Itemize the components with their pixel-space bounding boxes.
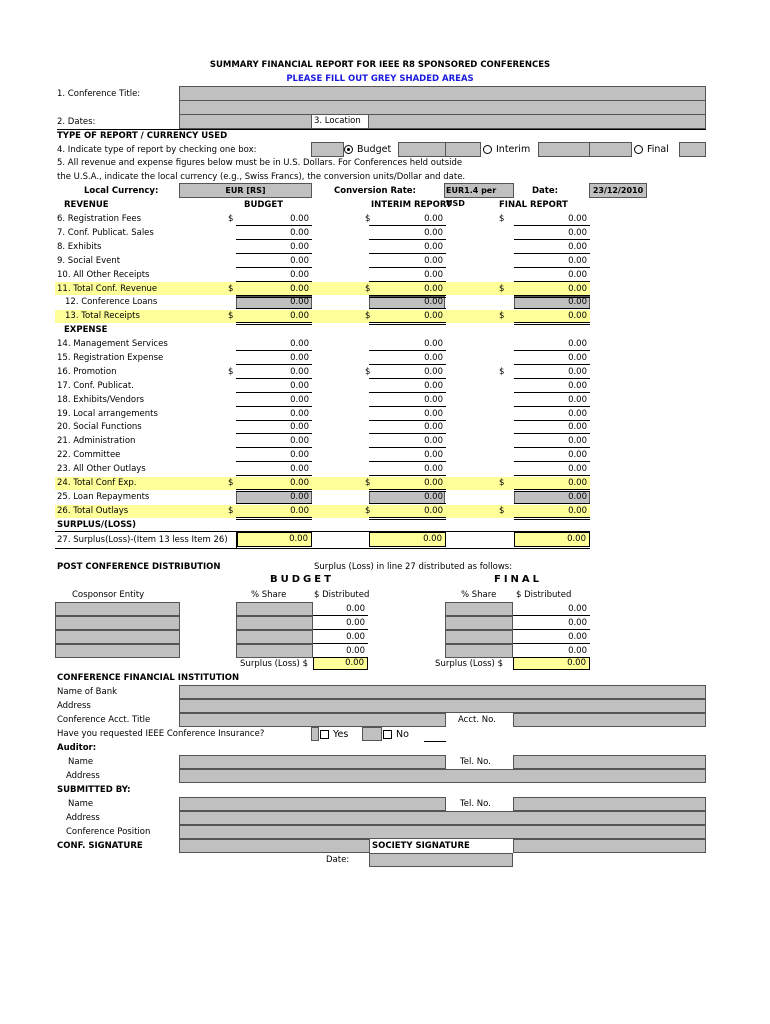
revenue-budget-value[interactable]: 0.00 xyxy=(290,214,309,224)
cell-underline xyxy=(369,253,446,254)
final-share-input[interactable] xyxy=(445,602,513,616)
expense-budget-value: 0.00 xyxy=(290,505,309,516)
expense-budget-value[interactable]: 0.00 xyxy=(290,394,309,405)
dollar-sign: $ xyxy=(365,505,371,516)
revenue-budget-value[interactable]: 0.00 xyxy=(290,269,309,280)
cell-underline xyxy=(236,461,312,462)
expense-interim-value: 0.00 xyxy=(424,478,443,488)
location-input[interactable] xyxy=(368,114,706,129)
submitted-heading: SUBMITTED BY: xyxy=(57,785,131,795)
report-type-cell xyxy=(589,142,632,157)
cell-underline xyxy=(236,433,312,434)
expense-row-label: 20. Social Functions xyxy=(57,422,142,433)
budget-share-input[interactable] xyxy=(236,644,313,658)
date-label: Date: xyxy=(532,186,559,196)
total-outlays-highlight xyxy=(55,505,590,518)
cosponsor-entity-input[interactable] xyxy=(55,616,180,630)
final-distributed-value: 0.00 xyxy=(568,618,587,628)
cell-underline xyxy=(369,267,446,268)
final-column-heading: FINAL REPORT xyxy=(499,200,568,210)
distribution-heading: POST CONFERENCE DISTRIBUTION xyxy=(57,562,221,572)
cell-underline xyxy=(513,643,590,644)
cell-underline xyxy=(514,308,590,309)
revenue-budget-value[interactable]: 0.00 xyxy=(290,255,309,266)
revenue-budget-value[interactable]: 0.00 xyxy=(290,227,309,238)
expense-interim-value[interactable]: 0.00 xyxy=(424,366,443,377)
budget-share-input[interactable] xyxy=(236,630,313,644)
expense-final-value[interactable]: 0.00 xyxy=(568,339,587,349)
expense-final-value[interactable]: 0.00 xyxy=(568,491,587,502)
revenue-final-value[interactable]: 0.00 xyxy=(568,241,587,252)
expense-final-value[interactable]: 0.00 xyxy=(568,394,587,405)
cell-underline xyxy=(369,447,446,448)
expense-final-value[interactable]: 0.00 xyxy=(568,450,587,461)
revenue-interim-value[interactable]: 0.00 xyxy=(424,269,443,280)
dollar-sign: $ xyxy=(228,366,234,377)
expense-final-value[interactable]: 0.00 xyxy=(568,422,587,433)
final-distributed-value: 0.00 xyxy=(568,604,587,614)
cell-underline xyxy=(313,629,368,630)
expense-interim-value[interactable]: 0.00 xyxy=(424,339,443,349)
expense-interim-value[interactable]: 0.00 xyxy=(424,380,443,391)
cell-underline xyxy=(514,364,590,365)
budget-distributed-label: $ Distributed xyxy=(314,590,370,600)
expense-budget-value[interactable]: 0.00 xyxy=(290,450,309,461)
surplus-label: 27. Surplus(Loss)-(Item 13 less Item 26) xyxy=(57,535,228,545)
final-distributed-value: 0.00 xyxy=(568,632,587,642)
surplus-final-value: 0.00 xyxy=(514,532,590,547)
distribution-note: Surplus (Loss) in line 27 distributed as follows: xyxy=(314,562,513,572)
final-share-input[interactable] xyxy=(445,616,513,630)
expense-budget-value[interactable]: 0.00 xyxy=(290,339,309,349)
dollar-sign: $ xyxy=(228,505,234,516)
cell-underline xyxy=(236,378,312,379)
cell-underline xyxy=(514,433,590,434)
signature-date-label: Date: xyxy=(326,855,350,865)
report-type-cell xyxy=(398,142,446,157)
report-type-cell xyxy=(311,142,344,157)
cell-underline xyxy=(236,475,312,476)
budget-radio-label: Budget xyxy=(357,144,392,155)
insurance-no-label: No xyxy=(396,729,409,740)
expense-interim-value: 0.00 xyxy=(424,505,443,516)
cell-underline xyxy=(369,364,446,365)
society-signature-label: SOCIETY SIGNATURE xyxy=(372,841,470,851)
revenue-interim-value[interactable]: 0.00 xyxy=(424,227,443,238)
currency-note-2: the U.S.A., indicate the local currency (e.g., Swiss Francs), the conversion units/Dollar and date. xyxy=(57,172,466,182)
double-underline xyxy=(369,322,446,325)
dollar-sign: $ xyxy=(228,478,234,488)
revenue-interim-value[interactable]: 0.00 xyxy=(424,255,443,266)
expense-budget-value[interactable]: 0.00 xyxy=(290,380,309,391)
expense-interim-value[interactable]: 0.00 xyxy=(424,394,443,405)
cell-underline xyxy=(236,503,312,504)
acct-no-input[interactable] xyxy=(513,713,706,727)
revenue-budget-value: 0.00 xyxy=(290,283,309,294)
society-signature-input[interactable] xyxy=(513,839,706,853)
cell-underline xyxy=(513,615,590,616)
dollar-sign: $ xyxy=(228,214,234,224)
cell-underline xyxy=(236,253,312,254)
cell-underline xyxy=(369,281,446,282)
cell-underline xyxy=(236,239,312,240)
cell-underline xyxy=(514,267,590,268)
expense-row-label: 16. Promotion xyxy=(57,366,117,377)
cosponsor-entity-input[interactable] xyxy=(55,630,180,644)
expense-budget-value[interactable]: 0.00 xyxy=(290,436,309,447)
budget-share-input[interactable] xyxy=(236,602,313,616)
cell-underline xyxy=(369,433,446,434)
double-underline xyxy=(236,517,312,520)
auditor-tel-label: Tel. No. xyxy=(460,757,491,767)
double-underline xyxy=(514,322,590,325)
dates-label: 2. Dates: xyxy=(57,117,96,127)
budget-distributed-value: 0.00 xyxy=(346,646,365,656)
final-share-input[interactable] xyxy=(445,630,513,644)
expense-budget-value[interactable]: 0.00 xyxy=(290,352,309,363)
expense-row-label: 24. Total Conf Exp. xyxy=(57,478,137,488)
cell-underline xyxy=(369,308,446,309)
cell-underline xyxy=(236,225,312,226)
expense-final-value[interactable]: 0.00 xyxy=(568,464,587,475)
local-currency-label: Local Currency: xyxy=(84,186,159,196)
expense-row-label: 18. Exhibits/Vendors xyxy=(57,394,145,405)
revenue-final-value[interactable]: 0.00 xyxy=(568,297,587,308)
cell-underline xyxy=(236,364,312,365)
expense-budget-value[interactable]: 0.00 xyxy=(290,366,309,377)
cell-underline xyxy=(369,475,446,476)
final-share-label: % Share xyxy=(461,590,497,600)
double-underline xyxy=(236,322,312,325)
submitter-name-input[interactable] xyxy=(179,797,446,811)
cell-underline xyxy=(369,420,446,421)
revenue-final-value: 0.00 xyxy=(568,283,587,294)
expense-row-label: 14. Management Services xyxy=(57,339,168,349)
revenue-budget-value[interactable]: 0.00 xyxy=(290,241,309,252)
cell-underline xyxy=(236,308,312,309)
insurance-question: Have you requested IEEE Conference Insurance? xyxy=(57,729,265,739)
expense-row-label: 22. Committee xyxy=(57,450,121,461)
submitter-tel-label: Tel. No. xyxy=(460,799,491,809)
budget-distribution-total: 0.00 xyxy=(313,657,368,670)
expense-final-value[interactable]: 0.00 xyxy=(568,436,587,447)
budget-total-label: Surplus (Loss) $ xyxy=(240,659,308,669)
divider xyxy=(424,741,446,742)
cell-underline xyxy=(369,378,446,379)
local-currency-input[interactable]: EUR [RS] xyxy=(179,183,312,198)
auditor-name-input[interactable] xyxy=(179,755,446,769)
expense-budget-value[interactable]: 0.00 xyxy=(290,491,309,502)
expense-interim-value[interactable]: 0.00 xyxy=(424,422,443,433)
bank-name-label: Name of Bank xyxy=(57,687,118,697)
revenue-interim-value[interactable]: 0.00 xyxy=(424,297,443,308)
revenue-row-label: 6. Registration Fees xyxy=(57,214,142,224)
dollar-sign: $ xyxy=(228,283,234,294)
cell-underline xyxy=(513,629,590,630)
budget-distributed-value: 0.00 xyxy=(346,618,365,628)
revenue-final-value: 0.00 xyxy=(568,311,587,322)
expense-budget-value[interactable]: 0.00 xyxy=(290,422,309,433)
cell-underline xyxy=(369,392,446,393)
revenue-budget-value: 0.00 xyxy=(290,311,309,322)
expense-budget-value[interactable]: 0.00 xyxy=(290,408,309,419)
dollar-sign: $ xyxy=(228,311,234,322)
conference-title-label: 1. Conference Title: xyxy=(57,89,141,99)
location-label: 3. Location xyxy=(314,116,361,126)
double-underline xyxy=(369,517,446,520)
expense-row-label: 25. Loan Repayments xyxy=(57,491,150,502)
revenue-interim-value[interactable]: 0.00 xyxy=(424,214,443,224)
revenue-row-label: 10. All Other Receipts xyxy=(57,269,150,280)
final-radio-label: Final xyxy=(647,144,669,155)
insurance-cell xyxy=(311,727,319,741)
cosponsor-entity-input[interactable] xyxy=(55,602,180,616)
signature-date-input[interactable] xyxy=(369,853,513,867)
currency-note-1: 5. All revenue and expense figures below must be in U.S. Dollars. For Conferences held outside xyxy=(57,158,463,168)
double-underline xyxy=(514,517,590,520)
acct-title-input[interactable] xyxy=(179,713,446,727)
expense-final-value: 0.00 xyxy=(568,478,587,488)
auditor-address-input[interactable] xyxy=(179,769,706,783)
acct-title-label: Conference Acct. Title xyxy=(57,715,151,725)
cell-underline xyxy=(369,406,446,407)
dollar-sign: $ xyxy=(499,311,505,322)
expense-interim-value[interactable]: 0.00 xyxy=(424,408,443,419)
revenue-interim-value: 0.00 xyxy=(424,283,443,294)
budget-distributed-value: 0.00 xyxy=(346,632,365,642)
expense-row-label: 15. Registration Expense xyxy=(57,352,164,363)
dollar-sign: $ xyxy=(365,283,371,294)
revenue-row-label: 11. Total Conf. Revenue xyxy=(57,283,158,294)
submitter-address-label: Address xyxy=(66,813,100,823)
report-type-heading: TYPE OF REPORT / CURRENCY USED xyxy=(57,131,228,141)
conference-title-input[interactable] xyxy=(179,86,706,101)
cell-underline xyxy=(514,281,590,282)
distribution-budget-heading: BUDGET xyxy=(270,574,334,585)
cell-underline xyxy=(236,350,312,351)
revenue-row-label: 12. Conference Loans xyxy=(65,297,158,308)
expense-interim-value[interactable]: 0.00 xyxy=(424,450,443,461)
submitter-position-input[interactable] xyxy=(179,825,706,839)
revenue-final-value[interactable]: 0.00 xyxy=(568,214,587,224)
dollar-sign: $ xyxy=(365,311,371,322)
revenue-row-label: 8. Exhibits xyxy=(57,241,102,252)
cell-underline xyxy=(369,461,446,462)
final-total-label: Surplus (Loss) $ xyxy=(435,659,503,669)
insurance-yes-checkbox[interactable] xyxy=(320,730,329,739)
expense-row-label: 17. Conf. Publicat. xyxy=(57,380,134,391)
expense-interim-value[interactable]: 0.00 xyxy=(424,464,443,475)
cell-underline xyxy=(514,475,590,476)
auditor-address-label: Address xyxy=(66,771,100,781)
dollar-sign: $ xyxy=(499,283,505,294)
expense-row-label: 21. Administration xyxy=(57,436,136,447)
cell-underline xyxy=(514,392,590,393)
auditor-tel-input[interactable] xyxy=(513,755,706,769)
bank-address-input[interactable] xyxy=(179,699,706,713)
report-type-cell xyxy=(538,142,590,157)
report-title: SUMMARY FINANCIAL REPORT FOR IEEE R8 SPONSORED CONFERENCES xyxy=(209,60,551,70)
cell-underline xyxy=(236,420,312,421)
conf-signature-label: CONF. SIGNATURE xyxy=(57,841,143,851)
expense-final-value[interactable]: 0.00 xyxy=(568,408,587,419)
cell-underline xyxy=(236,281,312,282)
expense-final-value: 0.00 xyxy=(568,505,587,516)
dollar-sign: $ xyxy=(499,478,505,488)
cell-underline xyxy=(369,350,446,351)
interim-column-heading: INTERIM REPORT xyxy=(371,200,452,210)
bank-name-input[interactable] xyxy=(179,685,706,699)
expense-budget-value: 0.00 xyxy=(290,478,309,488)
revenue-final-value[interactable]: 0.00 xyxy=(568,227,587,238)
submitter-position-label: Conference Position xyxy=(66,827,151,837)
cell-underline xyxy=(514,225,590,226)
report-type-cell xyxy=(445,142,481,157)
submitter-name-label: Name xyxy=(68,799,94,809)
interim-radio[interactable] xyxy=(483,145,492,154)
cell-underline xyxy=(514,239,590,240)
revenue-final-value[interactable]: 0.00 xyxy=(568,269,587,280)
cell-underline xyxy=(514,406,590,407)
insurance-cell xyxy=(362,727,382,741)
cell-underline xyxy=(369,225,446,226)
budget-share-input[interactable] xyxy=(236,616,313,630)
cell-underline xyxy=(514,378,590,379)
revenue-budget-value[interactable]: 0.00 xyxy=(290,297,309,308)
cell-underline xyxy=(514,447,590,448)
institution-heading: CONFERENCE FINANCIAL INSTITUTION xyxy=(57,673,240,683)
cell-underline xyxy=(514,420,590,421)
cosponsor-entity-input[interactable] xyxy=(55,644,180,658)
auditor-name-label: Name xyxy=(68,757,94,767)
budget-column-heading: BUDGET xyxy=(244,200,284,210)
budget-share-label: % Share xyxy=(251,590,287,600)
distribution-final-heading: FINAL xyxy=(494,574,543,585)
revenue-heading: REVENUE xyxy=(64,200,109,210)
budget-radio[interactable] xyxy=(344,145,353,154)
expense-row-label: 19. Local arrangements xyxy=(57,408,158,419)
cell-underline xyxy=(313,643,368,644)
expense-final-value[interactable]: 0.00 xyxy=(568,380,587,391)
conf-signature-input[interactable] xyxy=(179,839,370,853)
final-share-input[interactable] xyxy=(445,644,513,658)
auditor-heading: Auditor: xyxy=(57,743,97,753)
cell-underline xyxy=(514,350,590,351)
surplus-heading: SURPLUS/(LOSS) xyxy=(57,520,137,530)
dollar-sign: $ xyxy=(499,214,505,224)
surplus-interim-value: 0.00 xyxy=(369,532,446,547)
divider xyxy=(55,548,590,549)
report-subtitle: PLEASE FILL OUT GREY SHADED AREAS xyxy=(286,74,474,84)
revenue-row-label: 9. Social Event xyxy=(57,255,121,266)
expense-heading: EXPENSE xyxy=(64,325,108,335)
expense-budget-value[interactable]: 0.00 xyxy=(290,464,309,475)
expense-interim-value[interactable]: 0.00 xyxy=(424,352,443,363)
insurance-yes-label: Yes xyxy=(333,729,349,740)
final-distributed-value: 0.00 xyxy=(568,646,587,656)
insurance-no-checkbox[interactable] xyxy=(383,730,392,739)
bank-address-label: Address xyxy=(57,701,91,711)
expense-interim-value[interactable]: 0.00 xyxy=(424,491,443,502)
cell-underline xyxy=(236,447,312,448)
final-distributed-label: $ Distributed xyxy=(516,590,572,600)
expense-final-value[interactable]: 0.00 xyxy=(568,366,587,377)
cosponsor-entity-label: Cosponsor Entity xyxy=(72,590,145,600)
interim-radio-label: Interim xyxy=(496,144,531,155)
divider xyxy=(55,531,590,532)
conversion-rate-input[interactable]: EUR1.4 per USD xyxy=(444,183,514,198)
expense-row-label: 26. Total Outlays xyxy=(57,505,129,516)
cell-underline xyxy=(514,461,590,462)
revenue-row-label: 13. Total Receipts xyxy=(65,311,140,322)
cell-underline xyxy=(369,503,446,504)
report-type-cell xyxy=(679,142,706,157)
dollar-sign: $ xyxy=(499,366,505,377)
surplus-budget-value: 0.00 xyxy=(237,532,312,547)
cell-underline xyxy=(313,615,368,616)
conversion-rate-label: Conversion Rate: xyxy=(334,186,416,196)
expense-row-label: 23. All Other Outlays xyxy=(57,464,146,475)
budget-distributed-value: 0.00 xyxy=(346,604,365,614)
submitter-address-input[interactable] xyxy=(179,811,706,825)
expense-final-value[interactable]: 0.00 xyxy=(568,352,587,363)
cell-underline xyxy=(514,503,590,504)
conference-title-input-2[interactable] xyxy=(179,100,706,115)
final-radio[interactable] xyxy=(634,145,643,154)
dates-input[interactable] xyxy=(179,114,312,129)
acct-no-label: Acct. No. xyxy=(458,715,496,725)
revenue-final-value[interactable]: 0.00 xyxy=(568,255,587,266)
dollar-sign: $ xyxy=(365,478,371,488)
dollar-sign: $ xyxy=(499,505,505,516)
cell-underline xyxy=(236,406,312,407)
revenue-interim-value[interactable]: 0.00 xyxy=(424,241,443,252)
dollar-sign: $ xyxy=(365,214,371,224)
report-type-instruction: 4. Indicate type of report by checking one box: xyxy=(57,145,257,155)
dollar-sign: $ xyxy=(365,366,371,377)
cell-underline xyxy=(236,392,312,393)
date-input[interactable]: 23/12/2010 xyxy=(589,183,647,198)
revenue-row-label: 7. Conf. Publicat. Sales xyxy=(57,227,154,238)
expense-interim-value[interactable]: 0.00 xyxy=(424,436,443,447)
cell-underline xyxy=(236,267,312,268)
final-distribution-total: 0.00 xyxy=(513,657,590,670)
cell-underline xyxy=(514,253,590,254)
revenue-interim-value: 0.00 xyxy=(424,311,443,322)
submitter-tel-input[interactable] xyxy=(513,797,706,811)
cell-underline xyxy=(369,239,446,240)
